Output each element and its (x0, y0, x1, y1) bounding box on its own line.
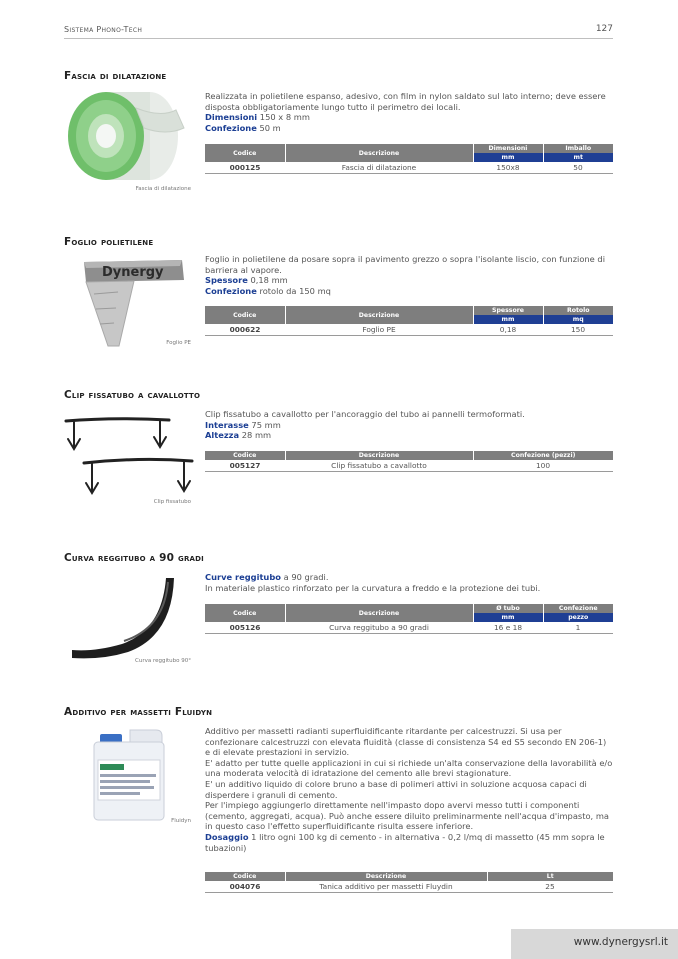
unit-header: mm (473, 315, 543, 324)
spec-value: 28 mm (239, 430, 272, 441)
description-text: Realizzata in polietilene espanso, adesivo, con film in nylon saldato sul lato interno; deve essere disposta obbligatoriamente lungo tutto il perimetro dei locali. (205, 91, 606, 112)
table-row (205, 324, 613, 335)
cell-value: 0,18 (473, 324, 543, 335)
column-header: Spessore (473, 306, 543, 315)
section-curva (64, 552, 613, 672)
footer-website: www.dynergysrl.it (573, 936, 668, 948)
section-title: Curva reggitubo a 90 gradi (64, 552, 204, 564)
section-description (205, 409, 613, 441)
description-paragraph: E' adatto per tutte quelle applicazioni in cui si richiede un'alta conservazione della lavorabilità e/o una moderata velocità di idratazione del cemento alle brevi stagionature. (205, 757, 613, 779)
description-text: In materiale plastico rinforzato per la curvatura a freddo e la protezione dei tubi. (205, 582, 541, 593)
section-description (205, 254, 613, 296)
unit-header: mt (543, 153, 613, 162)
unit-header: pezzo (543, 613, 613, 622)
table-row (205, 162, 613, 173)
image-caption: Curva reggitubo 90° (135, 658, 191, 664)
column-header: Descrizione (285, 144, 473, 162)
cell-description: Tanica additivo per massetti Fluydin (285, 881, 487, 892)
curva-image (68, 574, 178, 660)
column-header: Confezione (543, 604, 613, 613)
product-table (205, 144, 613, 174)
cell-description: Foglio PE (285, 324, 473, 335)
spec-value: 50 m (256, 122, 281, 133)
column-header: Descrizione (285, 306, 473, 324)
column-header: Descrizione (285, 451, 473, 460)
lead-line (205, 572, 613, 583)
lead-text: a 90 gradi. (280, 572, 329, 582)
cell-code: 004076 (205, 881, 285, 892)
spec-line (205, 123, 613, 134)
column-header: Codice (205, 872, 285, 881)
product-table (205, 604, 613, 634)
cell-value: 50 (543, 162, 613, 173)
spec-label: Confezione (205, 285, 257, 296)
product-table (205, 306, 613, 336)
spec-label: Interasse (205, 419, 249, 430)
section-description (205, 726, 613, 853)
section-description (205, 572, 613, 593)
section-title: Clip fissatubo a cavallotto (64, 389, 201, 401)
image-caption: Fascia di dilatazione (135, 186, 191, 192)
spec-line (205, 430, 613, 441)
cell-value: 100 (473, 460, 613, 471)
column-header: Lt (487, 872, 613, 881)
cell-description: Curva reggitubo a 90 gradi (285, 622, 473, 633)
cell-description: Clip fissatubo a cavallotto (285, 460, 473, 471)
cell-description: Fascia di dilatazione (285, 162, 473, 173)
dosage-label: Dosaggio (205, 831, 249, 842)
description-paragraph: E' un additivo liquido di colore bruno a base di polimeri attivi in soluzione acquosa capaci di disperdere i granuli di cemento. (205, 778, 587, 800)
column-header: Confezione (pezzi) (473, 451, 613, 460)
column-header: Codice (205, 451, 285, 460)
clip-image (64, 411, 194, 501)
spec-line (205, 420, 613, 431)
cell-code: 005127 (205, 460, 285, 471)
spec-line (205, 286, 613, 297)
section-title: Foglio polietilene (64, 236, 154, 248)
cell-code: 000125 (205, 162, 285, 173)
cell-value: 25 (487, 881, 613, 892)
image-caption: Foglio PE (166, 340, 191, 346)
table-row (205, 881, 613, 892)
spec-label: Confezione (205, 122, 257, 133)
page-number: 127 (595, 24, 613, 34)
spec-label: Dimensioni (205, 112, 258, 123)
spec-value: 75 mm (248, 419, 281, 430)
column-header: Codice (205, 306, 285, 324)
page-header (64, 25, 613, 39)
column-header: Ø tubo (473, 604, 543, 613)
column-header: Rotolo (543, 306, 613, 315)
spec-value: rotolo da 150 mq (256, 285, 331, 296)
unit-header: mq (543, 315, 613, 324)
cell-code: 000622 (205, 324, 285, 335)
cell-value: 150x8 (473, 162, 543, 173)
spec-line (205, 112, 613, 123)
section-additivo (64, 706, 613, 896)
section-clip (64, 389, 613, 509)
fascia-roll-image (66, 88, 194, 186)
spec-label: Spessore (205, 275, 248, 286)
cell-code: 005126 (205, 622, 285, 633)
spec-value: 150 x 8 mm (257, 112, 310, 123)
cell-value: 16 e 18 (473, 622, 543, 633)
header-brand: Sistema Phono-Tech (64, 25, 143, 34)
column-header: Descrizione (285, 604, 473, 622)
column-header: Codice (205, 604, 285, 622)
unit-header: mm (473, 153, 543, 162)
section-fascia (64, 70, 613, 195)
table-row (205, 622, 613, 633)
section-title: Fascia di dilatazione (64, 70, 167, 82)
image-caption: Fluidyn (171, 818, 191, 824)
dosage-line (205, 832, 613, 853)
product-table (205, 451, 613, 472)
description-text: Clip fissatubo a cavallotto per l'ancoraggio del tubo ai pannelli termoformati. (205, 409, 525, 419)
section-title: Additivo per massetti Fluidyn (64, 706, 213, 718)
description-paragraph: Additivo per massetti radianti superfluidificante ritardante per calcestruzzi. Si usa per confezionare calcestruzzi con elevata fluidità (classe di consistenza S4 ed S5 secondo EN 206-1) e di elevate prestazioni in servizio. (205, 726, 607, 758)
spec-line (205, 275, 613, 286)
spec-label: Altezza (205, 430, 240, 441)
table-row (205, 460, 613, 471)
spec-value: 0,18 mm (247, 275, 288, 286)
foglio-roll-image (74, 254, 194, 349)
lead-label: Curve reggitubo (205, 572, 281, 582)
fluidyn-tank-image (90, 726, 170, 822)
image-caption: Clip fissatubo (153, 499, 191, 505)
description-text: Foglio in polietilene da posare sopra il pavimento grezzo o sopra l'isolante liscio, con funzione di barriera al vapore. (205, 254, 606, 275)
section-description (205, 91, 613, 133)
product-table (205, 872, 613, 893)
section-foglio (64, 236, 613, 351)
column-header: Descrizione (285, 872, 487, 881)
description-paragraph: Per l'impiego aggiungerlo direttamente nell'impasto dopo avervi messo tutti i componenti (cemento, aggregati, acqua). Può anche essere diluito preliminarmente nell'acqua d'impasto, ma in questo caso l'effetto superfluidificante risulta essere inferiore. (205, 800, 609, 832)
footer-bar (511, 929, 678, 959)
column-header: Codice (205, 144, 285, 162)
unit-header: mm (473, 613, 543, 622)
column-header: Imballo (543, 144, 613, 153)
cell-value: 1 (543, 622, 613, 633)
cell-value: 150 (543, 324, 613, 335)
dosage-text: 1 litro ogni 100 kg di cemento - in alternativa - 0,2 l/mq di massetto (45 mm sopra le tubazioni) (205, 831, 605, 853)
svg-text:Dynergy: Dynergy (102, 265, 164, 280)
column-header: Dimensioni (473, 144, 543, 153)
